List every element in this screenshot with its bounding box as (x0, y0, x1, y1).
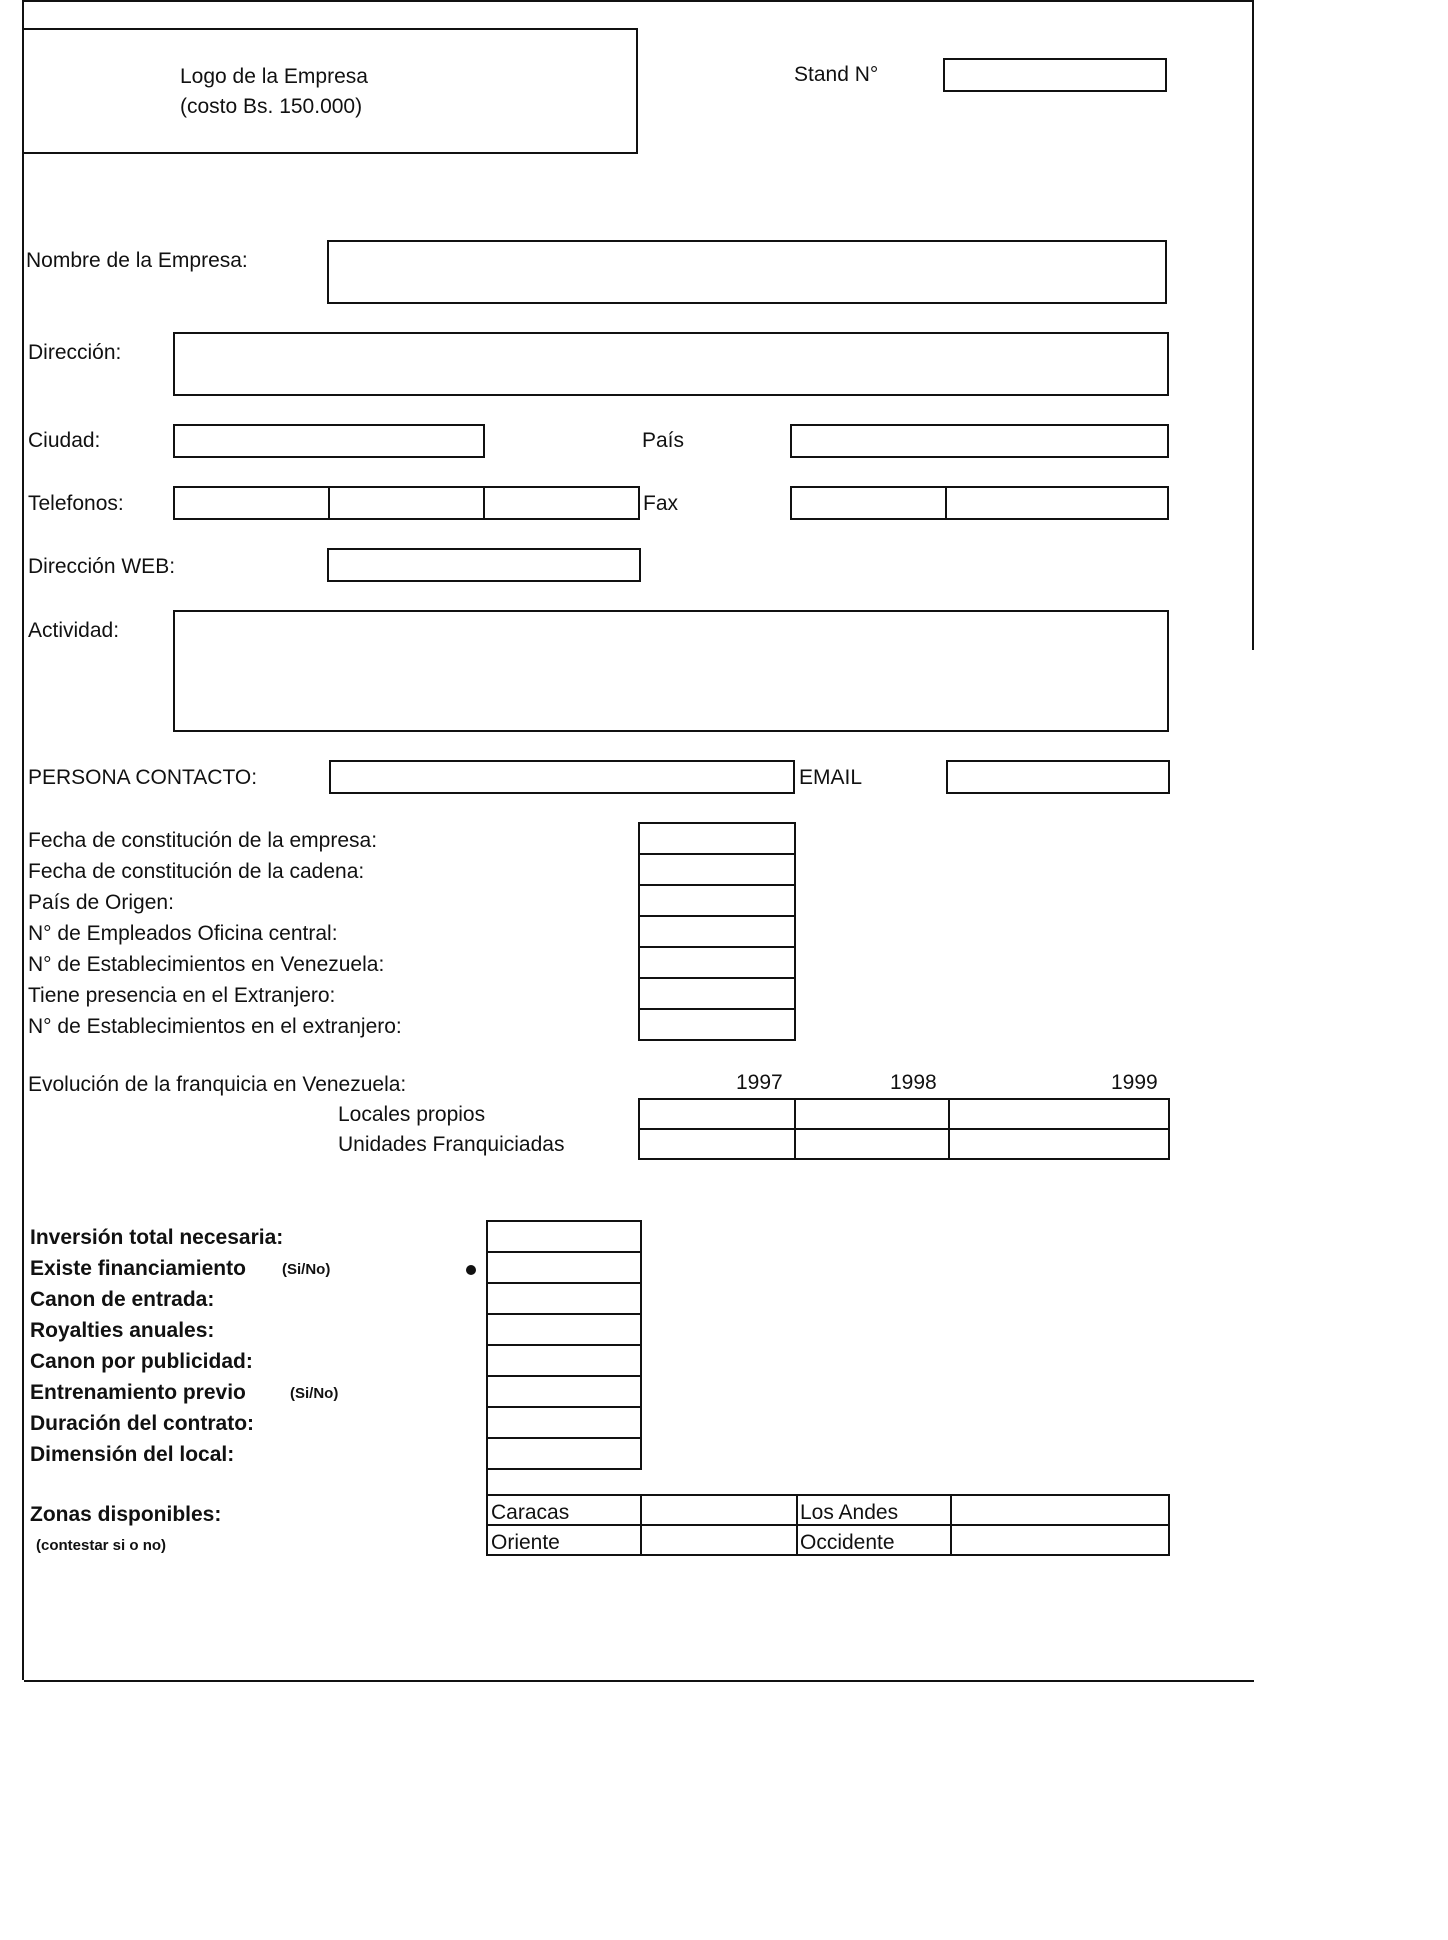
fact-field-4[interactable] (638, 915, 796, 948)
fact-field-2[interactable] (638, 853, 796, 886)
evolution-cell-fr-1997[interactable] (638, 1128, 796, 1160)
evolution-cell-fr-1999[interactable] (948, 1128, 1170, 1160)
investment-label-5: Canon por publicidad: (30, 1350, 253, 1373)
web-field[interactable] (327, 548, 641, 582)
fact-field-6[interactable] (638, 977, 796, 1010)
investment-label-7: Duración del contrato: (30, 1412, 255, 1435)
logo-line-2: (costo Bs. 150.000) (180, 95, 363, 118)
zone-field-oriente[interactable] (640, 1524, 798, 1556)
zone-label-caracas: Caracas (491, 1501, 570, 1524)
evolution-row-label-1: Locales propios (338, 1103, 486, 1126)
fact-label-4: N° de Empleados Oficina central: (28, 922, 338, 945)
evolution-title: Evolución de la franquicia en Venezuela: (28, 1073, 407, 1096)
zone-field-los-andes[interactable] (950, 1494, 1170, 1526)
zone-field-caracas[interactable] (640, 1494, 798, 1526)
country-field[interactable] (790, 424, 1169, 458)
zone-label-occidente: Occidente (800, 1531, 895, 1554)
page-frame-left (22, 0, 24, 1680)
fax-label: Fax (643, 492, 679, 515)
phone-field-1[interactable] (173, 486, 330, 520)
address-label: Dirección: (28, 341, 122, 364)
web-label: Dirección WEB: (28, 555, 176, 578)
activity-label: Actividad: (28, 619, 120, 642)
contact-label: PERSONA CONTACTO: (28, 766, 258, 789)
address-field[interactable] (173, 332, 1169, 396)
year-1997: 1997 (736, 1071, 783, 1094)
phone-field-2[interactable] (328, 486, 485, 520)
fax-field-2[interactable] (945, 486, 1169, 520)
investment-field-8[interactable] (486, 1437, 642, 1470)
investment-label-3: Canon de entrada: (30, 1288, 215, 1311)
year-1999: 1999 (1111, 1071, 1158, 1094)
company-name-field[interactable] (327, 240, 1167, 304)
year-1998: 1998 (890, 1071, 937, 1094)
page-frame-right (1252, 0, 1254, 650)
investment-suffix-2: (Si/No) (282, 1261, 331, 1278)
fact-label-5: N° de Establecimientos en Venezuela: (28, 953, 385, 976)
phone-field-3[interactable] (483, 486, 640, 520)
evolution-cell-own-1999[interactable] (948, 1098, 1170, 1130)
investment-label-8: Dimensión del local: (30, 1443, 235, 1466)
evolution-cell-fr-1998[interactable] (794, 1128, 950, 1160)
fact-field-5[interactable] (638, 946, 796, 979)
stand-label: Stand N° (794, 63, 879, 86)
investment-field-1[interactable] (486, 1220, 642, 1253)
bullet-icon (466, 1265, 476, 1275)
zone-label-los-andes: Los Andes (800, 1501, 899, 1524)
email-label: EMAIL (799, 766, 863, 789)
investment-label-6: Entrenamiento previo (30, 1381, 246, 1404)
page-frame-bottom (24, 1680, 1254, 1682)
evolution-cell-own-1997[interactable] (638, 1098, 796, 1130)
evolution-cell-own-1998[interactable] (794, 1098, 950, 1130)
country-label: País (642, 429, 685, 452)
investment-field-2[interactable] (486, 1251, 642, 1284)
investment-label-1: Inversión total necesaria: (30, 1226, 284, 1249)
email-field[interactable] (946, 760, 1170, 794)
investment-field-3[interactable] (486, 1282, 642, 1315)
activity-field[interactable] (173, 610, 1169, 732)
fact-label-7: N° de Establecimientos en el extranjero: (28, 1015, 402, 1038)
investment-connector (486, 1468, 488, 1496)
investment-field-6[interactable] (486, 1375, 642, 1408)
logo-box[interactable] (22, 28, 638, 154)
page-frame-top (22, 0, 1254, 2)
zone-label-oriente: Oriente (491, 1531, 560, 1554)
investment-label-4: Royalties anuales: (30, 1319, 215, 1342)
logo-line-1: Logo de la Empresa (180, 65, 368, 88)
city-label: Ciudad: (28, 429, 101, 452)
fact-field-3[interactable] (638, 884, 796, 917)
investment-field-5[interactable] (486, 1344, 642, 1377)
fact-label-6: Tiene presencia en el Extranjero: (28, 984, 336, 1007)
fact-field-1[interactable] (638, 822, 796, 855)
fact-label-3: País de Origen: (28, 891, 174, 914)
company-name-label: Nombre de la Empresa: (26, 249, 248, 272)
investment-field-4[interactable] (486, 1313, 642, 1346)
stand-field[interactable] (943, 58, 1167, 92)
zone-field-occidente[interactable] (950, 1524, 1170, 1556)
evolution-row-label-2: Unidades Franquiciadas (338, 1133, 565, 1156)
zones-title: Zonas disponibles: (30, 1503, 222, 1526)
fax-field-1[interactable] (790, 486, 947, 520)
investment-field-7[interactable] (486, 1406, 642, 1439)
contact-field[interactable] (329, 760, 795, 794)
zones-note: (contestar si o no) (36, 1537, 167, 1554)
investment-suffix-6: (Si/No) (290, 1385, 339, 1402)
fact-label-2: Fecha de constitución de la cadena: (28, 860, 365, 883)
investment-label-2: Existe financiamiento (30, 1257, 246, 1280)
fact-label-1: Fecha de constitución de la empresa: (28, 829, 378, 852)
city-field[interactable] (173, 424, 485, 458)
phones-label: Telefonos: (28, 492, 124, 515)
fact-field-7[interactable] (638, 1008, 796, 1041)
